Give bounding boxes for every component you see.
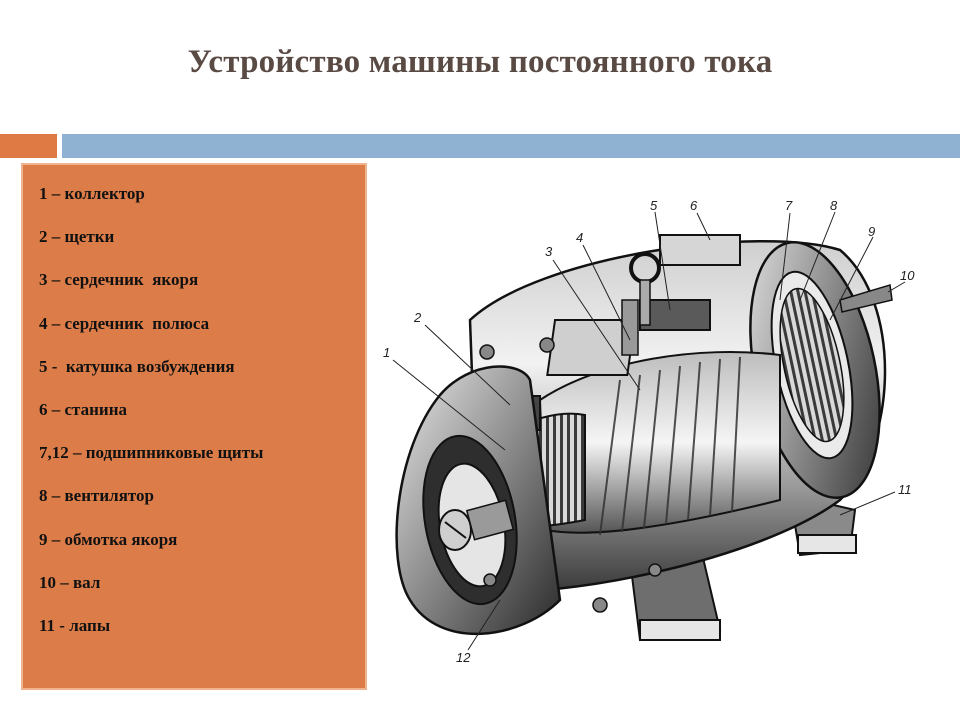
legend-panel — [21, 163, 367, 690]
machine-drawing — [397, 230, 901, 640]
legend-item-collector: 1 – коллектор — [39, 184, 145, 203]
legend-item-armature-core: 3 – сердечник якоря — [39, 270, 199, 290]
legend-item-frame: 6 – станина — [39, 399, 127, 419]
callout-1: 1 — [383, 345, 391, 360]
accent-bar-blue — [62, 134, 960, 158]
legend-item-pole-core: 4 – сердечник полюса — [39, 313, 210, 333]
callout-11: 11 — [898, 482, 912, 497]
legend-item-bearing-shields: 7,12 – подшипниковые щиты — [39, 443, 264, 463]
callout-7: 7 — [785, 198, 793, 213]
legend-item-fan: 8 – вентилятор — [39, 486, 154, 506]
callout-10: 10 — [900, 268, 915, 283]
legend-item-feet: 11 - лапы — [39, 615, 111, 635]
legend-item-brushes: 2 – щетки — [39, 227, 115, 247]
callout-3: 3 — [545, 244, 553, 259]
slide-title: Устройство машины постоянного тока — [187, 44, 773, 80]
accent-bar-orange — [0, 134, 57, 158]
legend-item-shaft: 10 – вал — [39, 572, 101, 592]
callout-4: 4 — [576, 230, 584, 245]
callout-5: 5 — [650, 198, 658, 213]
callout-8: 8 — [830, 198, 838, 213]
callout-9: 9 — [868, 224, 876, 239]
callout-2: 2 — [414, 310, 422, 325]
callout-6: 6 — [690, 198, 698, 213]
legend-item-armature-winding: 9 – обмотка якоря — [39, 529, 178, 549]
legend-list — [23, 165, 365, 658]
frame-top-plate — [660, 235, 740, 265]
callout-12: 12 — [456, 650, 471, 665]
legend-item-field-coil: 5 - катушка возбуждения — [39, 356, 235, 376]
dc-machine-diagram — [372, 190, 932, 690]
